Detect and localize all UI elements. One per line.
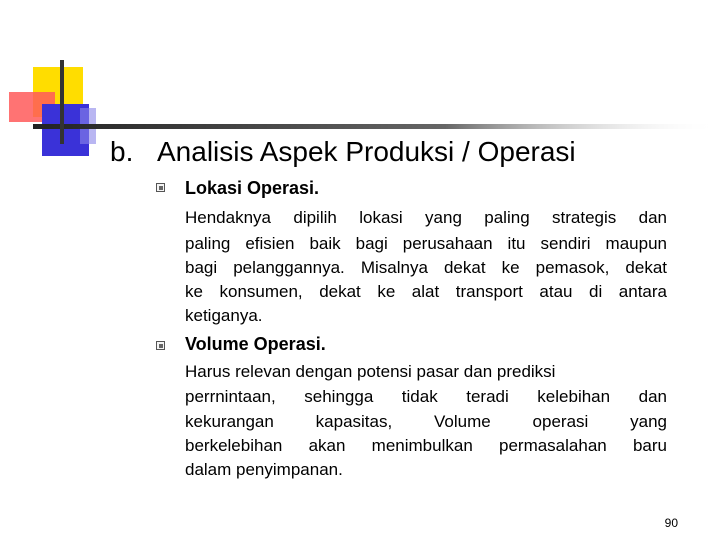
body-line: ketiganya.: [185, 306, 263, 325]
body-line: dalam penyimpanan.: [185, 460, 343, 479]
slide-title: [110, 136, 576, 168]
square-bullet-icon: [156, 341, 165, 350]
item-heading-lokasi: Lokasi Operasi.: [185, 178, 320, 198]
page-number: 90: [664, 516, 678, 530]
body-line: Hendaknya dipilih lokasi yang paling strategis dan: [185, 208, 667, 227]
deco-horizontal-rule: [33, 124, 720, 129]
slide-title-text: Analisis Aspek Produksi / Operasi: [157, 136, 576, 167]
body-line: bagi pelanggannya. Misalnya dekat ke pemasok, dekat: [185, 258, 667, 277]
square-bullet-icon: [156, 183, 165, 192]
body-line: berkelebihan akan menimbulkan permasalahan baru: [185, 436, 667, 455]
body-line: perrnintaan, sehingga tidak teradi kelebihan dan: [185, 387, 667, 406]
deco-vertical-rule: [60, 60, 64, 144]
body-line: paling efisien baik bagi perusahaan itu sendiri maupun: [185, 234, 667, 253]
body-line: Harus relevan dengan potensi pasar dan prediksi: [185, 362, 556, 381]
slide-title-number: b.: [110, 136, 134, 167]
item-heading-volume: Volume Operasi.: [185, 334, 326, 354]
body-line: ke konsumen, dekat ke alat transport atau di antara: [185, 282, 667, 301]
body-line: kekurangan kapasitas, Volume operasi yang: [185, 412, 667, 431]
